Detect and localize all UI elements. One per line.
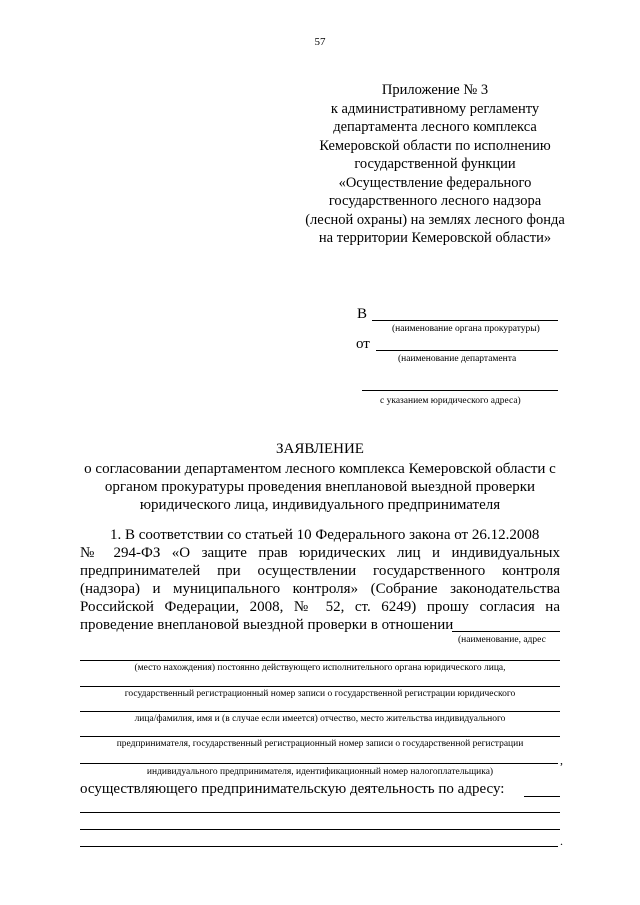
- paragraph-line: проведение внеплановой выездной проверки в отношении: [80, 617, 454, 633]
- address-line[interactable]: [80, 846, 558, 847]
- from-field-line[interactable]: [376, 336, 558, 351]
- fill-line[interactable]: [80, 686, 560, 687]
- fill-caption: предпринимателя, государственный регистрационный номер записи о государственной регистрации: [116, 739, 524, 749]
- subject-caption: (наименование, адрес: [458, 635, 546, 645]
- paragraph-line: Российской Федерации, 2008, № 52, ст. 6249) прошу согласия на: [80, 599, 560, 615]
- page-number: 57: [314, 36, 326, 48]
- to-field-line[interactable]: [372, 306, 558, 321]
- appendix-header: [270, 81, 600, 248]
- fill-line[interactable]: [80, 763, 558, 764]
- appendix-line: «Осуществление федерального: [338, 174, 532, 191]
- final-period: .: [560, 834, 563, 848]
- document-title: ЗАЯВЛЕНИЕ: [276, 441, 364, 457]
- appendix-line: государственного лесного надзора: [328, 193, 542, 209]
- from-caption: (наименование департамента: [398, 354, 517, 364]
- document-subtitle: [60, 460, 580, 514]
- fill-caption: индивидуального предпринимателя, идентификационный номер налогоплательщика): [146, 767, 494, 777]
- appendix-line: Приложение № 3: [381, 82, 489, 98]
- subtitle-line: органом прокуратуры проведения внеплановой выездной проверки: [104, 479, 536, 495]
- from-label: от: [356, 336, 370, 352]
- fill-caption: лица/фамилия, имя и (в случае если имеется) отчество, место жительства индивидуального: [134, 714, 506, 724]
- subject-field-line[interactable]: [452, 617, 560, 632]
- address-field-line[interactable]: [524, 781, 560, 797]
- from-caption-2: с указанием юридического адреса): [380, 396, 521, 406]
- appendix-line: на территории Кемеровской области»: [318, 230, 552, 246]
- appendix-line: к административному регламенту: [330, 100, 540, 117]
- closing-line: осуществляющего предпринимательскую деятельность по адресу:: [80, 781, 505, 797]
- fill-line[interactable]: [80, 736, 560, 737]
- paragraph-line: предпринимателей при осуществлении государственного контроля: [80, 563, 560, 579]
- from-address-line[interactable]: [362, 376, 558, 391]
- to-label: В: [357, 306, 368, 322]
- paragraph-line: 1. В соответствии со статьей 10 Федерального закона от 26.12.2008: [110, 527, 540, 543]
- fill-caption: государственный регистрационный номер записи о государственной регистрации юридического: [124, 689, 516, 699]
- address-line[interactable]: [80, 829, 560, 830]
- paragraph-line: № 294-ФЗ «О защите прав юридических лиц и индивидуальных: [80, 545, 560, 561]
- fill-caption: (место нахождения) постоянно действующего исполнительного органа юридического лица,: [134, 663, 506, 673]
- subtitle-line: о согласовании департаментом лесного комплекса Кемеровской области с: [84, 461, 556, 477]
- appendix-line: (лесной охраны) на землях лесного фонда: [305, 211, 565, 228]
- fill-line[interactable]: [80, 660, 560, 661]
- appendix-line: Кемеровской области по исполнению: [319, 137, 551, 154]
- trailing-comma: ,: [560, 753, 563, 767]
- appendix-line: департамента лесного комплекса: [333, 119, 537, 135]
- fill-line[interactable]: [80, 711, 560, 712]
- appendix-line: государственной функции: [354, 156, 516, 172]
- subtitle-line: юридического лица, индивидуального предпринимателя: [139, 497, 501, 513]
- paragraph-line: (надзора) и муниципального контроля» (Собрание законодательства: [80, 581, 560, 597]
- to-caption: (наименование органа прокуратуры): [392, 324, 540, 334]
- address-line[interactable]: [80, 812, 560, 813]
